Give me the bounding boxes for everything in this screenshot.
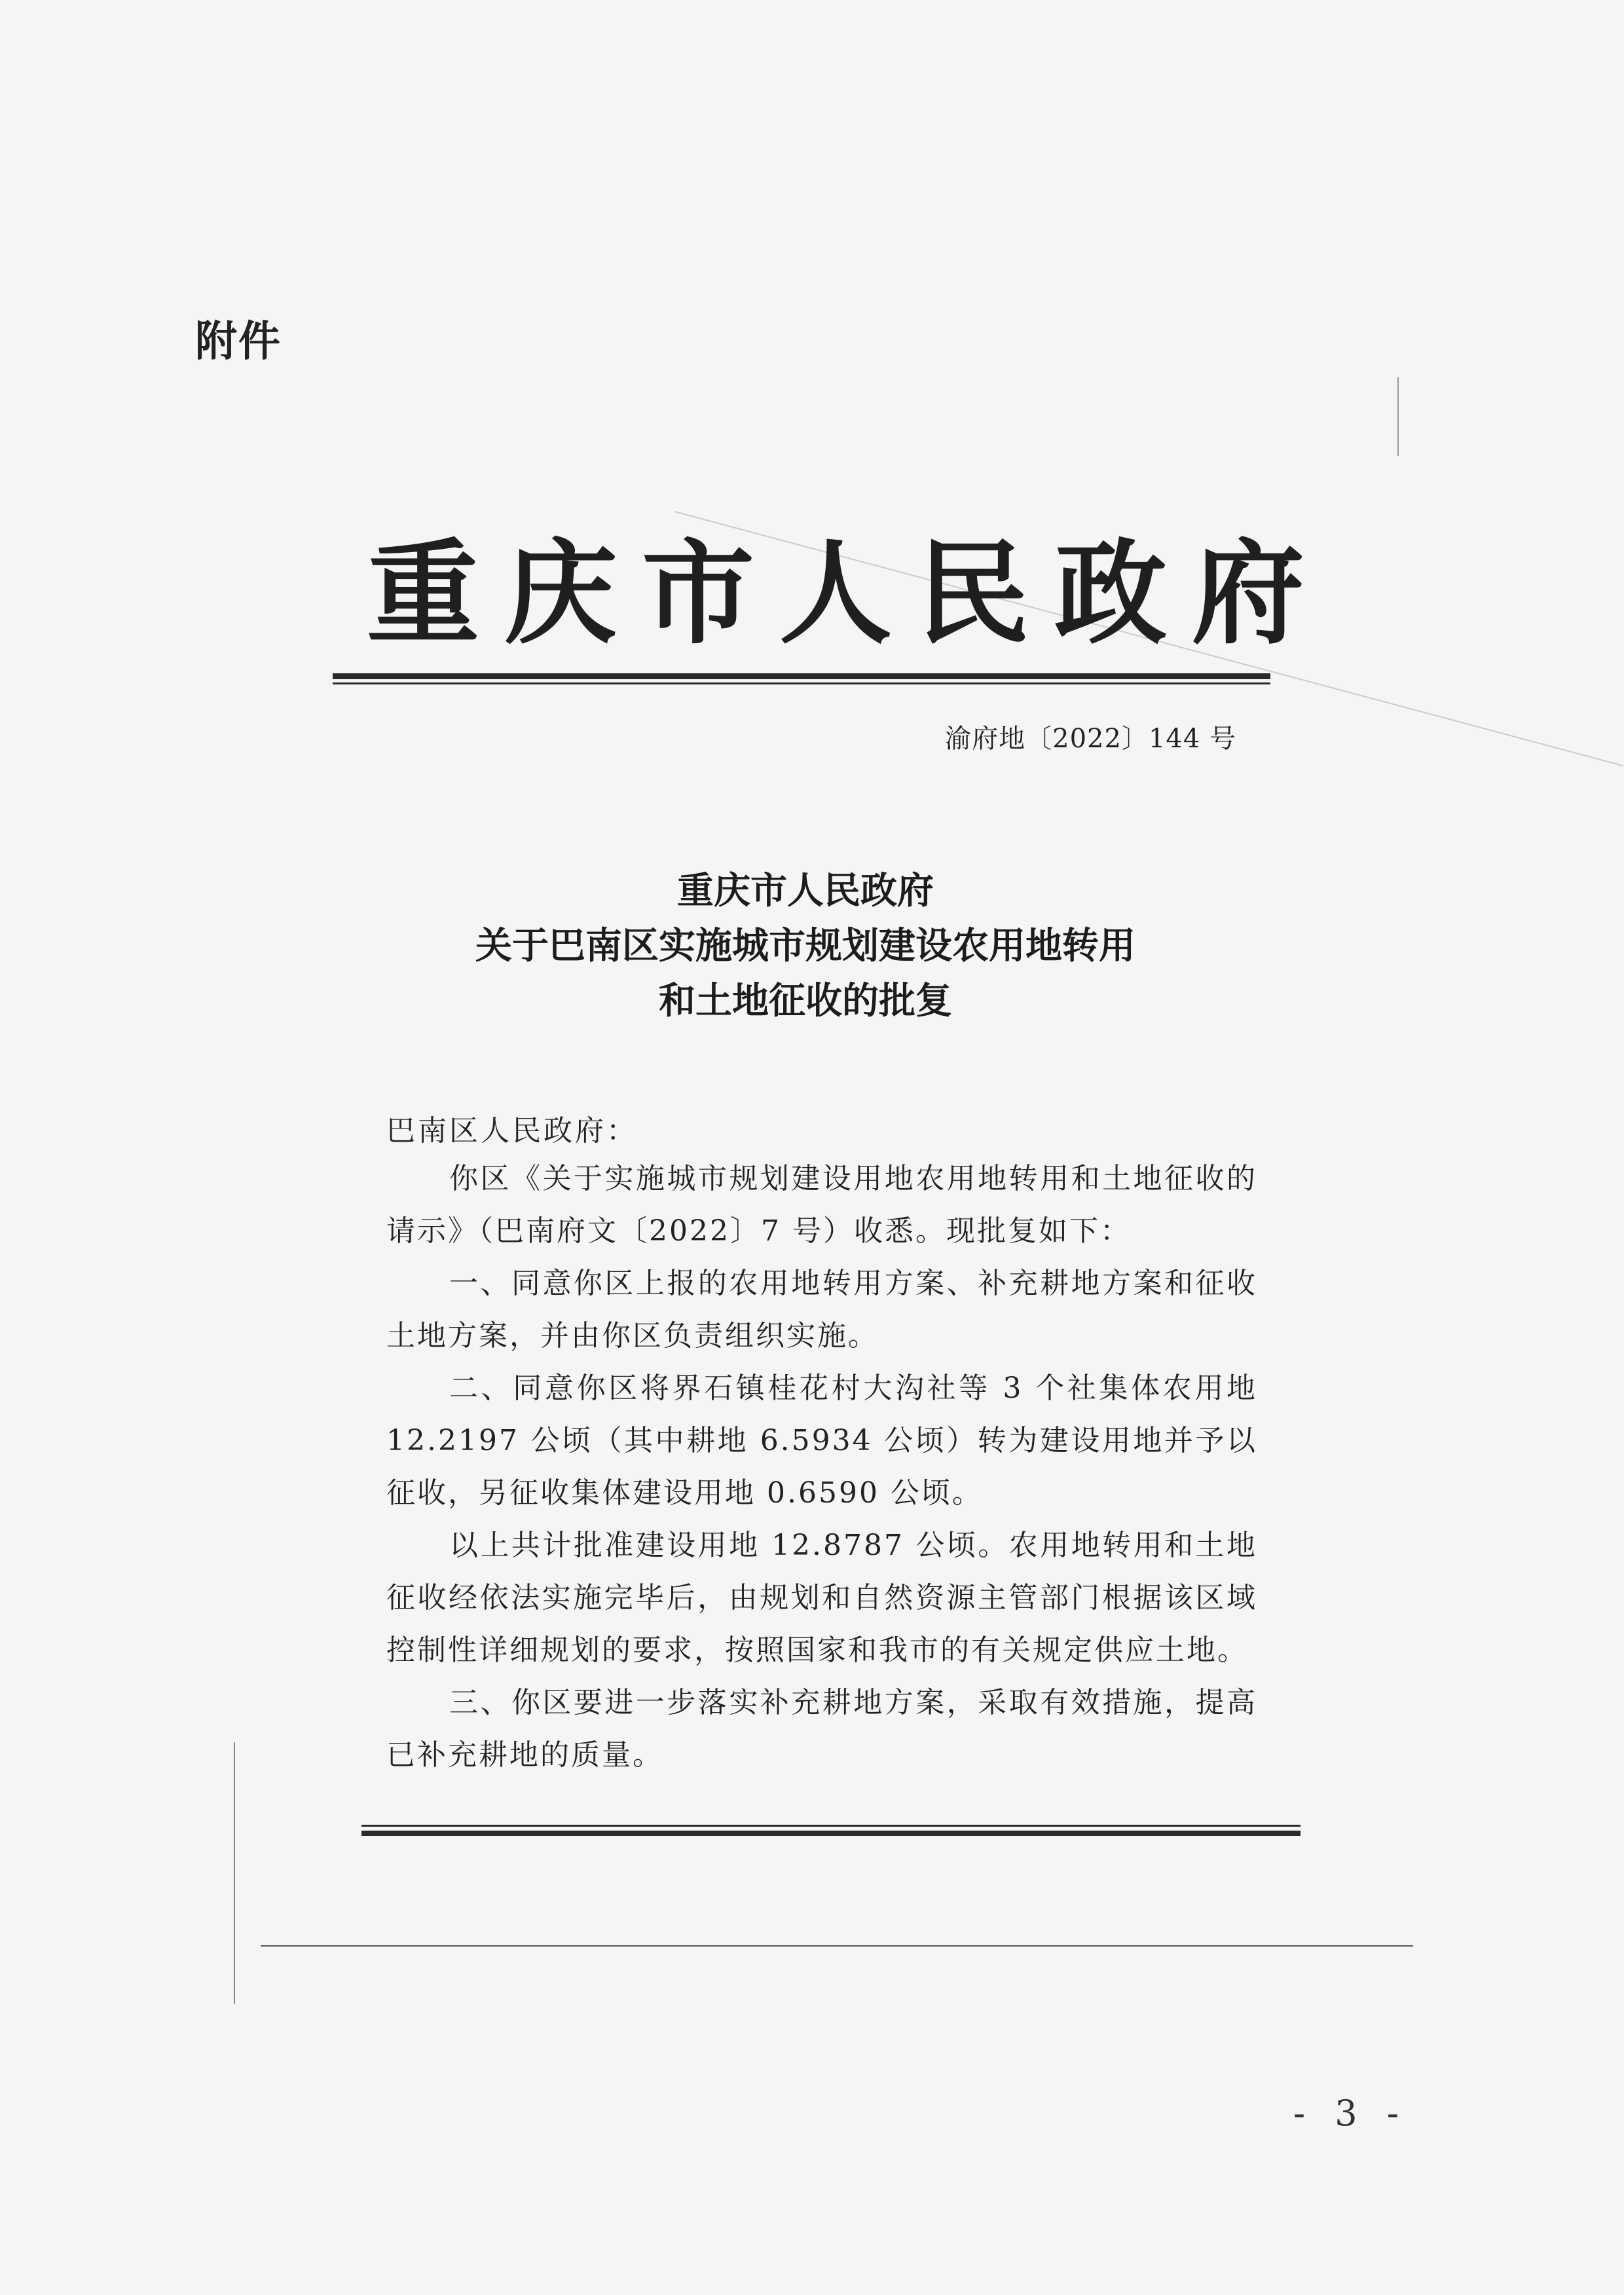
salutation: 巴南区人民政府：	[386, 1114, 638, 1148]
closing-divider	[361, 1825, 1301, 1838]
document-title	[327, 863, 1283, 1028]
footer-divider	[261, 1945, 1413, 1947]
scan-margin-mark	[1397, 377, 1399, 456]
body-paragraph-5: 三、你区要进一步落实补充耕地方案，采取有效措施，提高已补充耕地的质量。	[386, 1686, 1257, 1772]
binding-margin-line	[234, 1742, 235, 2004]
body-paragraph-2: 一、同意你区上报的农用地转用方案、补充耕地方案和征收土地方案，并由你区负责组织实施。	[386, 1267, 1257, 1353]
body-paragraph-3: 二、同意你区将界石镇桂花村大沟社等 3 个社集体农用地 12.2197 公顷（其中耕地 6.5934 公顷）转为建设用地并予以征收，另征收集体建设用地 0.6590 公顷。	[386, 1371, 1257, 1510]
attachment-label: 附件	[195, 318, 282, 366]
title-line-1: 重庆市人民政府	[677, 869, 934, 912]
document-body	[386, 1153, 1257, 1782]
body-paragraph-1: 你区《关于实施城市规划建设用地农用地转用和土地征收的请示》（巴南府文〔2022〕7 号）收悉。现批复如下：	[386, 1162, 1257, 1248]
body-paragraph-4: 以上共计批准建设用地 12.8787 公顷。农用地转用和土地征收经依法实施完毕后，由规划和自然资源主管部门根据该区域控制性详细规划的要求，按照国家和我市的有关规定供应土地。	[386, 1529, 1257, 1667]
document-number: 渝府地〔2022〕144 号	[945, 724, 1236, 754]
masthead-divider	[333, 673, 1270, 688]
masthead-title: 重庆市人民政府	[367, 527, 1329, 660]
page-number: - 3 -	[1293, 2093, 1408, 2134]
title-line-2: 关于巴南区实施城市规划建设农用地转用	[475, 924, 1135, 967]
title-line-3: 和土地征收的批复	[659, 979, 952, 1022]
